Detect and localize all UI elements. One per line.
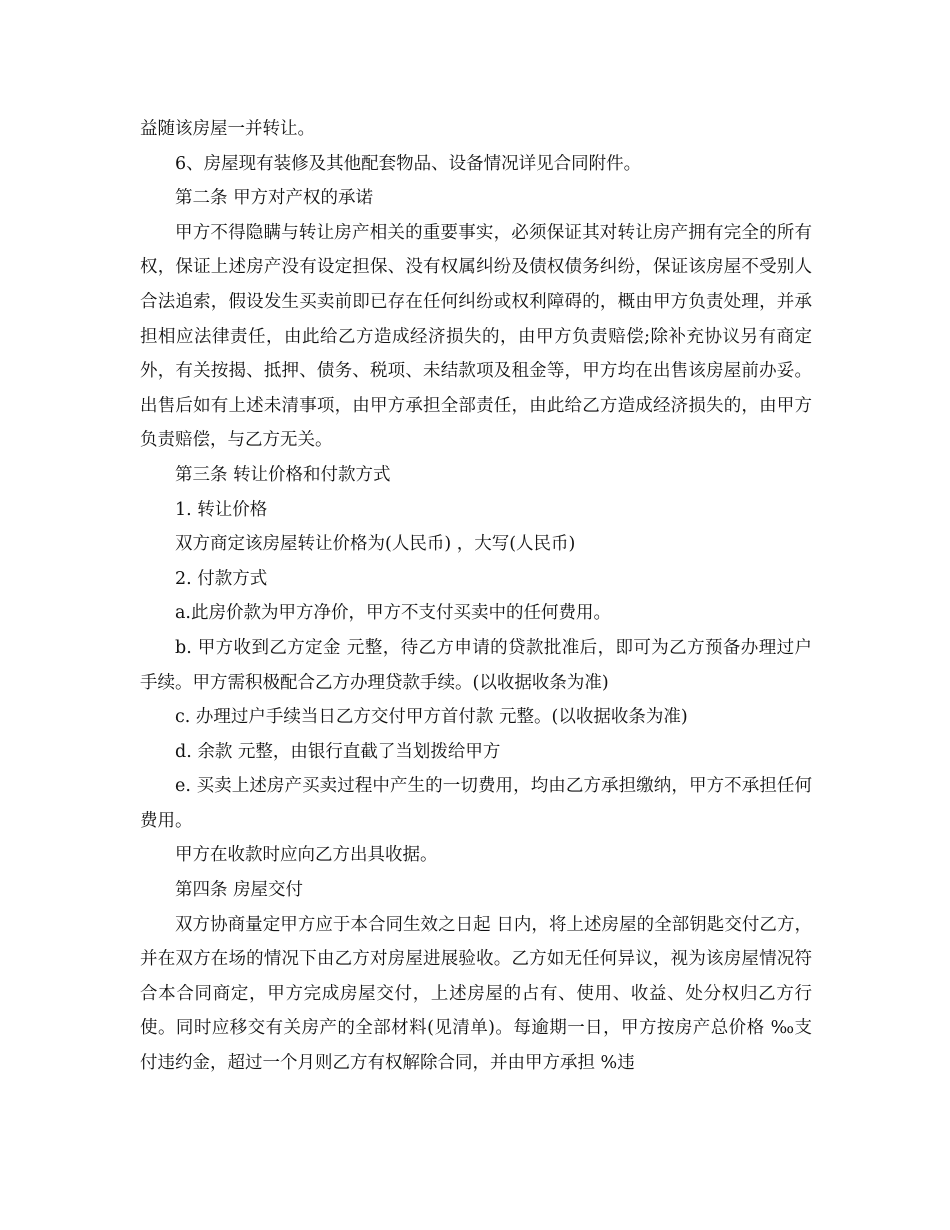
heading-article-4: 第四条 房屋交付 (175, 880, 304, 901)
paragraph-receipt: 甲方在收款时应向乙方出具收据。 (175, 845, 438, 866)
document-page (140, 112, 812, 1081)
paragraph-article-4-body: 双方协商量定甲方应于本合同生效之日起 日内，将上述房屋的全部钥匙交付乙方，并在双方在场的情况下由乙方对房屋进展验收。乙方如无任何异议，视为该房屋情况符合本合同商定，甲方完成房屋交付，上述房屋的占有、使用、收益、处分权归乙方行使。同时应移交有关房产的全部材料(见清单)。每逾期一日，甲方按房产总价格 ‰支付违约金，超过一个月则乙方有权解除合同，并由甲方承担 %违 (140, 914, 812, 1074)
paragraph-payment-e: e. 买卖上述房产买卖过程中产生的一切费用，均由乙方承担缴纳，甲方不承担任何费用。 (140, 776, 812, 831)
heading-article-2: 第二条 甲方对产权的承诺 (175, 188, 374, 209)
paragraph-payment-d: d. 余款 元整，由银行直截了当划拨给甲方 (175, 741, 501, 762)
subheading-payment-method: 2. 付款方式 (175, 568, 268, 589)
paragraph-payment-c: c. 办理过户手续当日乙方交付甲方首付款 元整。(以收据收条为准) (175, 707, 688, 728)
subheading-transfer-price: 1. 转让价格 (175, 499, 268, 520)
paragraph-article-2-body: 甲方不得隐瞒与转让房产相关的重要事实，必须保证其对转让房产拥有完全的所有权，保证上述房产没有设定担保、没有权属纠纷及债权债务纠纷，保证该房屋不受别人合法追索，假设发生买卖前即已存在任何纠纷或权利障碍的，概由甲方负责处理，并承担相应法律责任，由此给乙方造成经济损失的，由甲方负责赔偿;除补充协议另有商定外，有关按揭、抵押、债务、税项、未结款项及租金等，甲方均在出售该房屋前办妥。出售后如有上述未清事项，由甲方承担全部责任，由此给乙方造成经济损失的，由甲方负责赔偿，与乙方无关。 (140, 222, 812, 451)
paragraph-payment-a: a.此房价款为甲方净价，甲方不支付买卖中的任何费用。 (175, 603, 611, 624)
heading-article-3: 第三条 转让价格和付款方式 (175, 464, 391, 485)
paragraph-item-6: 6、房屋现有装修及其他配套物品、设备情况详见合同附件。 (175, 153, 642, 174)
paragraph-price-agreement: 双方商定该房屋转让价格为(人民币) ，大写(人民币) (175, 534, 576, 555)
paragraph-payment-b: b. 甲方收到乙方定金 元整，待乙方申请的贷款批准后，即可为乙方预备办理过户手续。甲方需积极配合乙方办理贷款手续。(以收据收条为准) (140, 637, 812, 693)
paragraph-continuation: 益随该房屋一并转让。 (140, 119, 315, 139)
